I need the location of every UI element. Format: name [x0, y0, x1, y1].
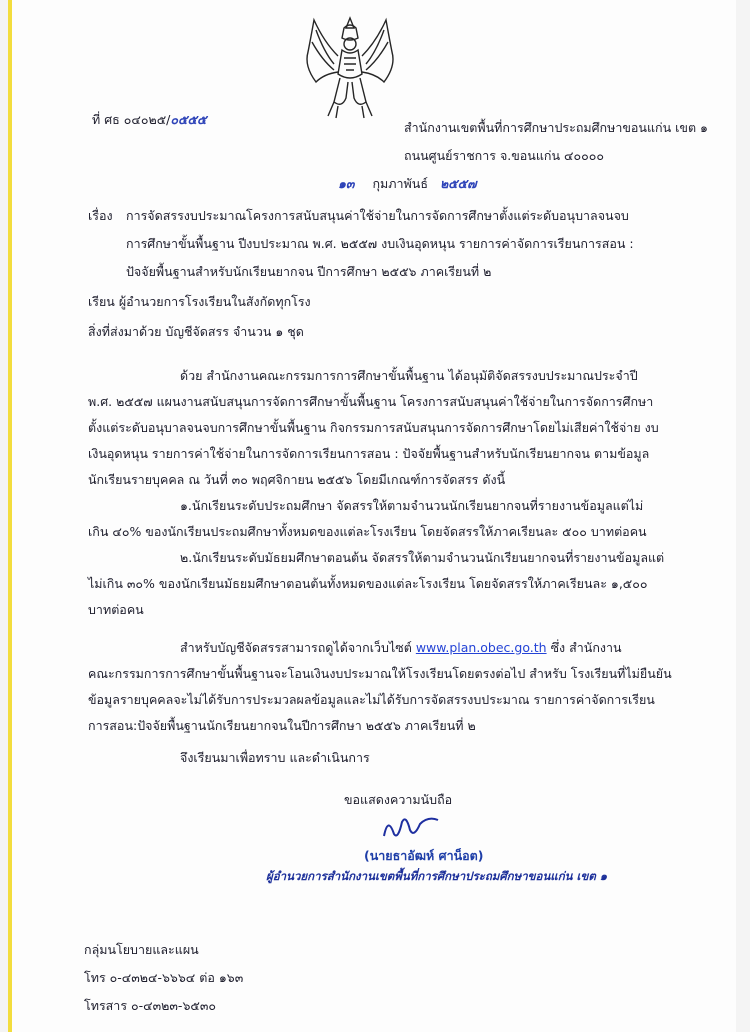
date-day: ๑๓ [338, 176, 355, 191]
letter-date [338, 174, 477, 194]
website-text-end: ซึ่ง สำนักงาน [550, 640, 622, 655]
subject-line: ปัจจัยพื้นฐานสำหรับนักเรียนยากจน ปีการศึกษา ๒๕๕๖ ภาคเรียนที่ ๒ [126, 264, 492, 279]
website-text: สำหรับบัญชีจัดสรรสามารถดูได้จากเว็บไซต์ [180, 640, 412, 655]
criteria-item-1: ๑.นักเรียนระดับประถมศึกษา จัดสรรให้ตามจำนวนนักเรียนยากจนที่รายงานข้อมูลแต่ไม่ [180, 498, 644, 513]
website-paragraph [180, 638, 622, 658]
body-line: คณะกรรมการการศึกษาขั้นพื้นฐานจะโอนเงินงบประมาณให้โรงเรียนโดยตรงต่อไป สำหรับ โรงเรียนที่ไม่ยืนยัน [88, 666, 672, 681]
body-line: พ.ศ. ๒๕๕๗ แผนงานสนับสนุนการจัดการศึกษาขั้นพื้นฐาน โครงการสนับสนุนค่าใช้จ่ายในการจัดการศึกษา [88, 394, 654, 409]
date-year: ๒๕๕๗ [439, 176, 477, 191]
body-line: เงินอุดหนุน รายการค่าใช้จ่ายในการจัดการเรียนการสอน : ปัจจัยพื้นฐานสำหรับนักเรียนยากจน ตามข้อมูล [88, 446, 650, 461]
yellow-edge [8, 0, 12, 1032]
attachment: สิ่งที่ส่งมาด้วย บัญชีจัดสรร จำนวน ๑ ชุด [88, 324, 304, 339]
criteria-item-2: บาทต่อคน [88, 602, 144, 617]
issuing-office: สำนักงานเขตพื้นที่การศึกษาประถมศึกษาขอนแก่น เขต ๑ [404, 120, 708, 135]
criteria-item-1: เกิน ๔๐% ของนักเรียนประถมศึกษาทั้งหมดของแต่ละโรงเรียน โดยจัดสรรให้ภาคเรียนละ ๕๐๐ บาทต่อคน [88, 524, 647, 539]
criteria-item-2: ไม่เกิน ๓๐% ของนักเรียนมัธยมศึกษาตอนต้นทั้งหมดของแต่ละโรงเรียน โดยจัดสรรให้ภาคเรียนละ ๑,๕๐๐ [88, 576, 648, 591]
signer-title: ผู้อำนวยการสำนักงานเขตพื้นที่การศึกษาประถมศึกษาขอนแก่น เขต ๑ [266, 869, 608, 883]
body-line: การสอน:ปัจจัยพื้นฐานนักเรียนยากจนในปีการศึกษา ๒๕๕๖ ภาคเรียนที่ ๒ [88, 718, 476, 733]
garuda-emblem-icon [294, 12, 406, 124]
body-line: นักเรียนรายบุคคล ณ วันที่ ๓๐ พฤศจิกายน ๒๕๕๖ โดยมีเกณฑ์การจัดสรร ดังนี้ [88, 472, 506, 487]
document-number-prefix: ที่ ศธ ๐๔๐๒๕/ [92, 112, 171, 127]
subject-label: เรื่อง [88, 208, 113, 223]
subject-line: การจัดสรรงบประมาณโครงการสนับสนุนค่าใช้จ่ายในการจัดการศึกษาตั้งแต่ระดับอนุบาลจนจบ [126, 208, 629, 223]
letter-page [8, 0, 736, 1032]
office-address: ถนนศูนย์ราชการ จ.ขอนแก่น ๔๐๐๐๐ [404, 148, 604, 163]
footer-phone: โทร ๐-๔๓๒๔-๖๖๖๔ ต่อ ๑๖๓ [84, 970, 244, 985]
body-line: ข้อมูลรายบุคคลจะไม่ได้รับการประมวลผลข้อมูลและไม่ได้รับการจัดสรรงบประมาณ รายการค่าจัดการเรียน [88, 692, 655, 707]
salutation: เรียน ผู้อำนวยการโรงเรียนในสังกัดทุกโรง [88, 294, 311, 309]
body-line: ด้วย สำนักงานคณะกรรมการการศึกษาขั้นพื้นฐาน ได้อนุมัติจัดสรรงบประมาณประจำปี [180, 368, 638, 383]
subject-line: การศึกษาขั้นพื้นฐาน ปีงบประมาณ พ.ศ. ๒๕๕๗ งบเงินอุดหนุน รายการค่าจัดการเรียนการสอน : [126, 236, 634, 251]
document-number-handwritten: ๐๕๕๕ [170, 112, 207, 127]
date-month: กุมภาพันธ์ [372, 176, 428, 191]
closing-line: จึงเรียนมาเพื่อทราบ และดำเนินการ [180, 750, 370, 765]
footer-department: กลุ่มนโยบายและแผน [84, 942, 199, 957]
signature-icon [380, 812, 442, 842]
signer-name: (นายธาอัฒห์ ศาน็อต) [364, 848, 484, 863]
regards: ขอแสดงความนับถือ [344, 792, 453, 807]
footer-fax: โทรสาร ๐-๔๓๒๓-๖๕๓๐ [84, 998, 217, 1013]
website-link[interactable]: www.plan.obec.go.th [415, 640, 547, 655]
body-line: ตั้งแต่ระดับอนุบาลจนจบการศึกษาขั้นพื้นฐาน กิจกรรมการสนับสนุนการจัดการศึกษาโดยไม่เสียค่าใช้จ่าย งบ [88, 420, 659, 435]
criteria-item-2: ๒.นักเรียนระดับมัธยมศึกษาตอนต้น จัดสรรให้ตามจำนวนนักเรียนยากจนที่รายงานข้อมูลแต่ [180, 550, 665, 565]
